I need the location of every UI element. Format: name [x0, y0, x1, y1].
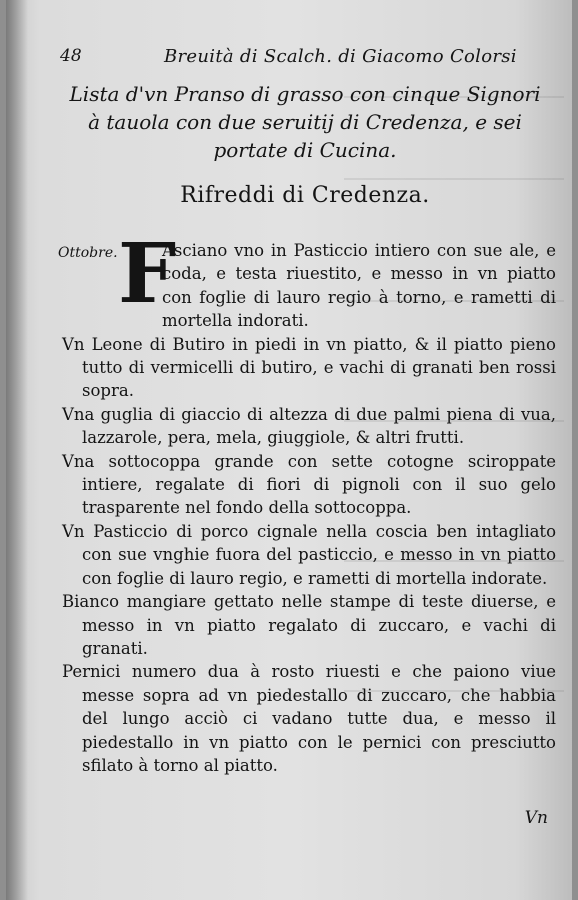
drop-cap: F — [118, 226, 177, 322]
bleed-through-mark — [344, 178, 564, 180]
list-item: Vna sottocoppa grande con sette cotogne sciroppate intiere, regalate di fiori di pignoli con il suo gelo trasparente nel fondo della sottocoppa. — [62, 451, 556, 518]
page-gutter-shadow — [6, 0, 28, 900]
page-header — [60, 44, 530, 74]
catchword: Vn — [524, 808, 548, 828]
page-number: 48 — [60, 46, 82, 66]
entry-text: Asciano vno in Pasticcio intiero con sue ale, e coda, e testa riuestito, e messo in vn piatto con foglie di lauro regio à torno, e rametti di mortella indorati. — [162, 241, 556, 331]
list-item: Pernici numero dua à rosto riuesti e che paiono viue messe sopra ad vn piedestallo di zuccaro, che habbia del lungo acciò ci vadano tutte dua, e messo il piedestallo in vn piatto con le pernici con presciutto sfilato à torno al piatto. — [62, 662, 556, 775]
running-head: Breuità di Scalch. di Giacomo Colorsi — [164, 46, 517, 67]
list-item: Vna guglia di giaccio di altezza di due palmi piena di vua, lazzarole, pera, mela, giuggiole, & altri frutti. — [62, 404, 556, 448]
list-item: Bianco mangiare gettato nelle stampe di teste diuerse, e messo in vn piatto regalato di zuccaro, e vachi di granati. — [62, 592, 556, 658]
page-title: Lista d'vn Pranso di grasso con cinque Signori à tauola con due seruitij di Credenza, e sei portate di Cucina. — [69, 82, 541, 162]
first-entry — [62, 226, 556, 333]
margin-note: Ottobre. — [58, 245, 118, 261]
menu-list — [62, 225, 556, 777]
list-item: Vn Pasticcio di porco cignale nella coscia ben intagliato con sue vnghie fuora del pasticcio, e messo in vn piatto con foglie di lauro regio, e rametti di mortella indorate. — [62, 521, 556, 588]
section-heading: Rifreddi di Credenza. — [180, 183, 430, 208]
list-item: Vn Leone di Butiro in piedi in vn piatto, & il piatto pieno tutto di vermicelli di butiro, e vachi di granati ben rossi sopra. — [62, 334, 556, 401]
